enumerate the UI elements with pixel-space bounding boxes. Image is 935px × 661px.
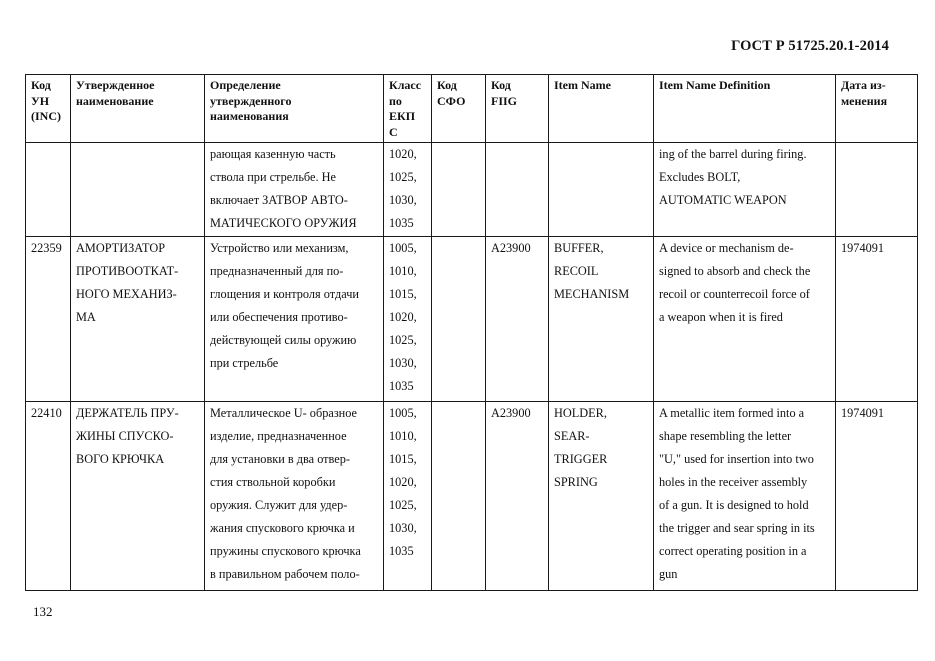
text-line: 1010, [389,429,417,443]
page-number: 132 [33,604,53,619]
text-line: 1035 [389,216,414,230]
text-line: 1030, [389,356,417,370]
cell-date: 1974091 [836,402,918,591]
cell-definition [205,143,384,237]
header-line: наименование [76,93,154,108]
text-line: предназначенный для по- [210,264,344,278]
text-line: Excludes BOLT, [659,170,741,184]
table-header-row [26,75,918,143]
text-line: ВОГО КРЮЧКА [76,452,165,466]
header-line: Код [31,78,51,92]
header-line: УН [31,93,50,108]
text-line: 1025, [389,333,417,347]
text-line: 1035 [389,379,414,393]
text-line: МА [76,310,96,324]
cell-class [384,143,432,237]
text-line: SPRING [554,475,598,489]
cell-inc: 22359 [26,237,71,402]
text-line: correct operating position in a [659,544,807,558]
header-sfo [432,75,486,143]
text-line: recoil or counterrecoil force of [659,287,810,301]
header-line: менения [841,93,888,108]
text-line: ствола при стрельбе. Не [210,170,336,184]
cell-sfo [432,402,486,591]
text-line: BUFFER, [554,241,604,255]
cell-item-name-definition [654,402,836,591]
header-approved-name [71,75,205,143]
cell-item-name-definition [654,143,836,237]
text-line: 1030, [389,193,417,207]
cell-fiig: A23900 [486,237,549,402]
document-standard-code: ГОСТ Р 51725.20.1-2014 [731,38,889,54]
text-line: HOLDER, [554,406,607,420]
text-line: holes in the receiver assembly [659,475,808,489]
header-line: наименования [210,109,289,123]
header-line: (INC) [31,109,61,123]
header-line: С [389,124,398,139]
cell-approved-name [71,402,205,591]
header-item-name [549,75,654,143]
text-line: при стрельбе [210,356,279,370]
text-line: shape resembling the letter [659,429,792,443]
cell-inc [26,143,71,237]
text-line: стия ствольной коробки [210,475,336,489]
cell-item-name [549,402,654,591]
cell-class [384,237,432,402]
text-line: рающая казенную часть [210,147,336,161]
table-row [26,237,918,402]
header-line: по [389,93,402,108]
text-line: MECHANISM [554,287,630,301]
text-line: или обеспечения противо- [210,310,348,324]
text-line: a weapon when it is fired [659,310,783,324]
text-line: 1025, [389,498,417,512]
header-line: Код [437,78,457,92]
cell-approved-name [71,237,205,402]
text-line: АМОРТИЗАТОР [76,241,166,255]
text-line: изделие, предназначенное [210,429,347,443]
cell-fiig: A23900 [486,402,549,591]
header-class [384,75,432,143]
cell-date: 1974091 [836,237,918,402]
header-date [836,75,918,143]
text-line: 1035 [389,544,414,558]
header-definition [205,75,384,143]
header-line: СФО [437,93,466,108]
cell-item-name-definition [654,237,836,402]
text-line: AUTOMATIC WEAPON [659,193,787,207]
text-line: "U," used for insertion into two [659,452,814,466]
text-line: оружия. Служит для удер- [210,498,348,512]
text-line: ЖИНЫ СПУСКО- [76,429,174,443]
cell-fiig [486,143,549,237]
cell-item-name [549,237,654,402]
cell-class [384,402,432,591]
text-line: жания спускового крючка и [210,521,355,535]
text-line: 1020, [389,475,417,489]
text-line: the trigger and sear spring in its [659,521,815,535]
text-line: 1005, [389,406,417,420]
text-line: действующей силы оружию [210,333,357,347]
cell-definition [205,237,384,402]
header-fiig [486,75,549,143]
cell-sfo [432,143,486,237]
text-line: 1020, [389,310,417,324]
text-line: ДЕРЖАТЕЛЬ ПРУ- [76,406,179,420]
text-line: Металлическое U- образное [210,406,358,420]
text-line: SEAR- [554,429,590,443]
text-line: ing of the barrel during firing. [659,147,807,161]
text-line: Устройство или механизм, [210,241,349,255]
cell-approved-name [71,143,205,237]
cell-date [836,143,918,237]
text-line: глощения и контроля отдачи [210,287,359,301]
text-line: TRIGGER [554,452,608,466]
text-line: ПРОТИВООТКАТ- [76,264,179,278]
text-line: of a gun. It is designed to hold [659,498,809,512]
table-row [26,143,918,237]
header-line: утвержденного [210,93,292,108]
cell-item-name [549,143,654,237]
header-line: Код [491,78,511,92]
text-line: A device or mechanism de- [659,241,794,255]
table-row [26,402,918,591]
header-inc [26,75,71,143]
text-line: 1010, [389,264,417,278]
text-line: НОГО МЕХАНИЗ- [76,287,177,301]
text-line: 1015, [389,452,417,466]
text-line: 1030, [389,521,417,535]
header-line: Класс [389,78,422,92]
header-line: ЕКП [389,109,416,123]
header-line: Дата из- [841,78,886,92]
text-line: для установки в два отвер- [210,452,350,466]
item-name-table [25,74,918,591]
text-line: RECOIL [554,264,599,278]
text-line: A metallic item formed into a [659,406,805,420]
text-line: signed to absorb and check the [659,264,811,278]
text-line: 1025, [389,170,417,184]
text-line: gun [659,567,678,581]
header-line: Item Name [554,78,611,92]
text-line: пружины спускового крючка [210,544,361,558]
text-line: МАТИЧЕСКОГО ОРУЖИЯ [210,216,357,230]
text-line: 1020, [389,147,417,161]
cell-definition [205,402,384,591]
text-line: в правильном рабочем поло- [210,567,360,581]
cell-inc: 22410 [26,402,71,591]
header-line: Определение [210,78,281,92]
header-line: Item Name Definition [659,78,771,92]
header-line: Утвержденное [76,78,155,92]
cell-sfo [432,237,486,402]
text-line: 1005, [389,241,417,255]
header-line: FIIG [491,93,518,108]
text-line: 1015, [389,287,417,301]
header-item-name-definition [654,75,836,143]
text-line: включает ЗАТВОР АВТО- [210,193,348,207]
